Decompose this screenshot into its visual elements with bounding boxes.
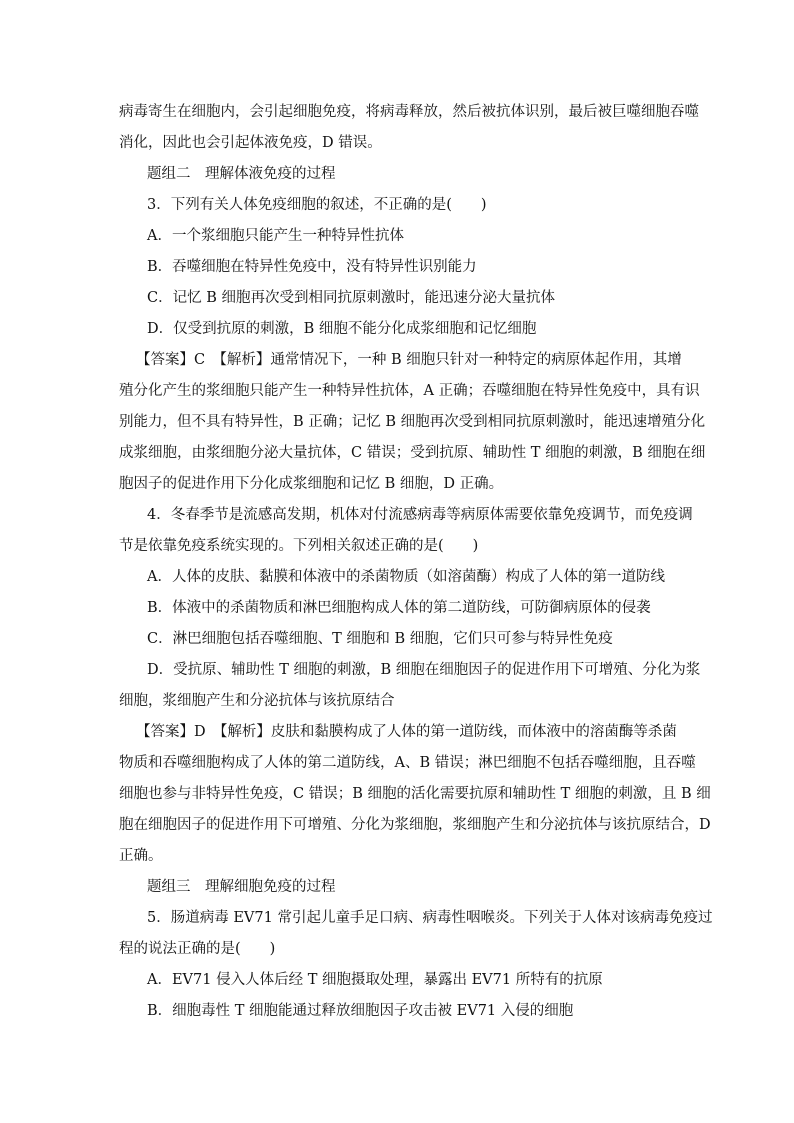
q5-option-b: B．细胞毒性 T 细胞能通过释放细胞因子攻击被 EV71 入侵的细胞	[147, 1003, 574, 1019]
intro-line-1: 病毒寄生在细胞内，会引起细胞免疫，将病毒释放，然后被抗体识别，最后被巨噬细胞吞噬	[119, 104, 699, 120]
q4-option-b: B．体液中的杀菌物质和淋巴细胞构成人体的第二道防线，可防御病原体的侵袭	[147, 600, 651, 616]
q3-option-a: A．一个浆细胞只能产生一种特异性抗体	[147, 228, 404, 244]
q3-option-d: D．仅受到抗原的刺激，B 细胞不能分化成浆细胞和记忆细胞	[147, 321, 537, 337]
q3-answer-label: 【答案】C 【解析】	[136, 352, 271, 368]
q4-analysis-line-4: 胞在细胞因子的促进作用下可增殖、分化为浆细胞，浆细胞产生和分泌抗体与该抗原结合，D	[119, 817, 711, 833]
q4-stem-line-1: 4．冬春季节是流感高发期，机体对付流感病毒等病原体需要依靠免疫调节，而免疫调	[147, 507, 693, 523]
q3-analysis-line-3: 别能力，但不具有特异性，B 正确；记忆 B 细胞再次受到相同抗原刺激时，能迅速增殖分化	[119, 414, 706, 430]
q3-option-c: C．记忆 B 细胞再次受到相同抗原刺激时，能迅速分泌大量抗体	[147, 290, 555, 306]
q3-analysis-line-4: 成浆细胞，由浆细胞分泌大量抗体，C 错误；受到抗原、辅助性 T 细胞的刺激，B 细胞在细	[119, 445, 706, 461]
group3-title: 题组三 理解细胞免疫的过程	[147, 879, 336, 895]
q3-option-b: B．吞噬细胞在特异性免疫中，没有特异性识别能力	[147, 259, 477, 275]
q4-answer-label: 【答案】D 【解析】	[136, 724, 271, 740]
q4-analysis-line-5: 正确。	[119, 848, 163, 864]
q4-option-d-line-1: D．受抗原、辅助性 T 细胞的刺激，B 细胞在细胞因子的促进作用下可增殖、分化为浆	[147, 662, 701, 678]
q3-stem: 3．下列有关人体免疫细胞的叙述，不正确的是( )	[147, 197, 487, 213]
q5-stem-line-2: 程的说法正确的是( )	[119, 941, 276, 957]
q4-option-a: A．人体的皮肤、黏膜和体液中的杀菌物质（如溶菌酶）构成了人体的第一道防线	[147, 569, 665, 585]
q4-answer-line	[136, 722, 675, 742]
intro-line-2: 消化，因此也会引起体液免疫，D 错误。	[119, 135, 382, 151]
q3-analysis-line-5: 胞因子的促进作用下分化成浆细胞和记忆 B 细胞，D 正确。	[119, 476, 504, 492]
q4-option-c: C．淋巴细胞包括吞噬细胞、T 细胞和 B 细胞，它们只可参与特异性免疫	[147, 631, 613, 647]
group2-title: 题组二 理解体液免疫的过程	[147, 166, 336, 182]
q4-analysis-first: 皮肤和黏膜构成了人体的第一道防线，而体液中的溶菌酶等杀菌	[270, 724, 677, 740]
q4-analysis-line-3: 细胞也参与非特异性免疫，C 错误；B 细胞的活化需要抗原和辅助性 T 细胞的刺激，且 B 细	[119, 786, 711, 802]
q5-option-a: A．EV71 侵入人体后经 T 细胞摄取处理，暴露出 EV71 所特有的抗原	[147, 972, 603, 988]
q4-analysis-line-2: 物质和吞噬细胞构成了人体的第二道防线，A、B 错误；淋巴细胞不包括吞噬细胞，且吞噬	[119, 755, 696, 771]
q3-analysis-first: 通常情况下，一种 B 细胞只针对一种特定的病原体起作用，其增	[270, 352, 682, 368]
q3-answer-line	[136, 350, 682, 370]
q4-option-d-line-2: 细胞，浆细胞产生和分泌抗体与该抗原结合	[119, 693, 395, 709]
q3-analysis-line-2: 殖分化产生的浆细胞只能产生一种特异性抗体，A 正确；吞噬细胞在特异性免疫中，具有识	[119, 383, 700, 399]
q4-stem-line-2: 节是依靠免疫系统实现的。下列相关叙述正确的是( )	[119, 538, 479, 554]
q5-stem-line-1: 5．肠道病毒 EV71 常引起儿童手足口病、病毒性咽喉炎。下列关于人体对该病毒免疫过	[147, 910, 713, 926]
